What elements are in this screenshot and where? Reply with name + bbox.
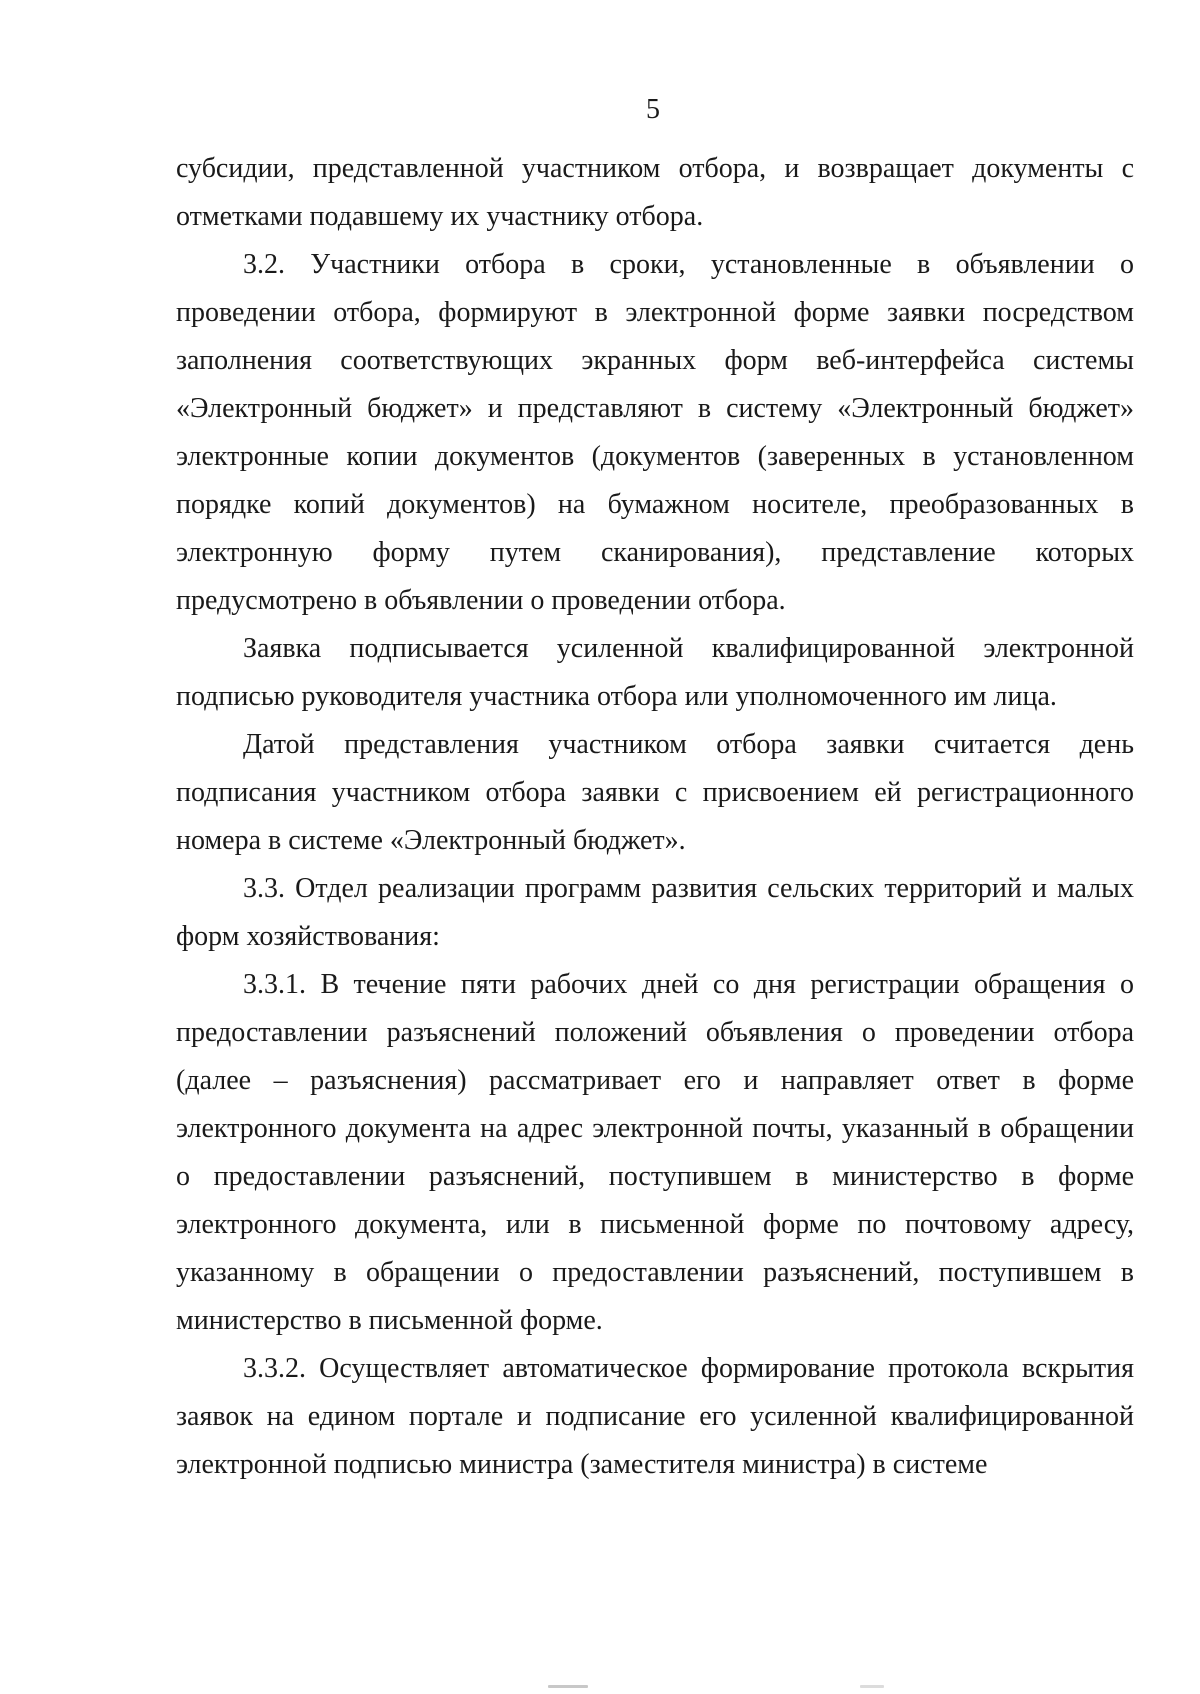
scan-artifact: [548, 1685, 588, 1688]
paragraph-3-3: 3.3. Отдел реализации программ развития сельских территорий и малых форм хозяйствования:: [176, 873, 1134, 952]
scan-artifact: [860, 1685, 884, 1688]
page-number: 5: [646, 94, 660, 125]
paragraph-3-3-1: 3.3.1. В течение пяти рабочих дней со дня регистрации обращения о предоставлении разъяснений положений объявления о проведении отбора (далее – разъяснения) рассматривает его и направляет ответ в форме электронного документа на адрес электронной почты, указанный в обращении о предоставлении разъяснений, поступившем в министерство в форме электронного документа, или в письменной форме по почтовому адресу, указанному в обращении о предоставлении разъяснений, поступившем в министерство в письменной форме.: [176, 969, 1134, 1336]
document-body: [176, 145, 1134, 1489]
paragraph-3-3-2: 3.3.2. Осуществляет автоматическое формирование протокола вскрытия заявок на едином портале и подписание его усиленной квалифицированной электронной подписью министра (заместителя министра) в системе: [176, 1353, 1134, 1480]
paragraph-application-signature: Заявка подписывается усиленной квалифицированной электронной подписью руководителя участника отбора или уполномоченного им лица.: [176, 633, 1134, 712]
paragraph-continuation: субсидии, представленной участником отбора, и возвращает документы с отметками подавшему их участнику отбора.: [176, 153, 1134, 232]
paragraph-3-2: 3.2. Участники отбора в сроки, установленные в объявлении о проведении отбора, формируют в электронной форме заявки посредством заполнения соответствующих экранных форм веб-интерфейса системы «Электронный бюджет» и представляют в систему «Электронный бюджет» электронные копии документов (документов (заверенных в установленном порядке копий документов) на бумажном носителе, преобразованных в электронную форму путем сканирования), представление которых предусмотрено в объявлении о проведении отбора.: [176, 249, 1134, 616]
paragraph-submission-date: Датой представления участником отбора заявки считается день подписания участником отбора заявки с присвоением ей регистрационного номера в системе «Электронный бюджет».: [176, 729, 1134, 856]
